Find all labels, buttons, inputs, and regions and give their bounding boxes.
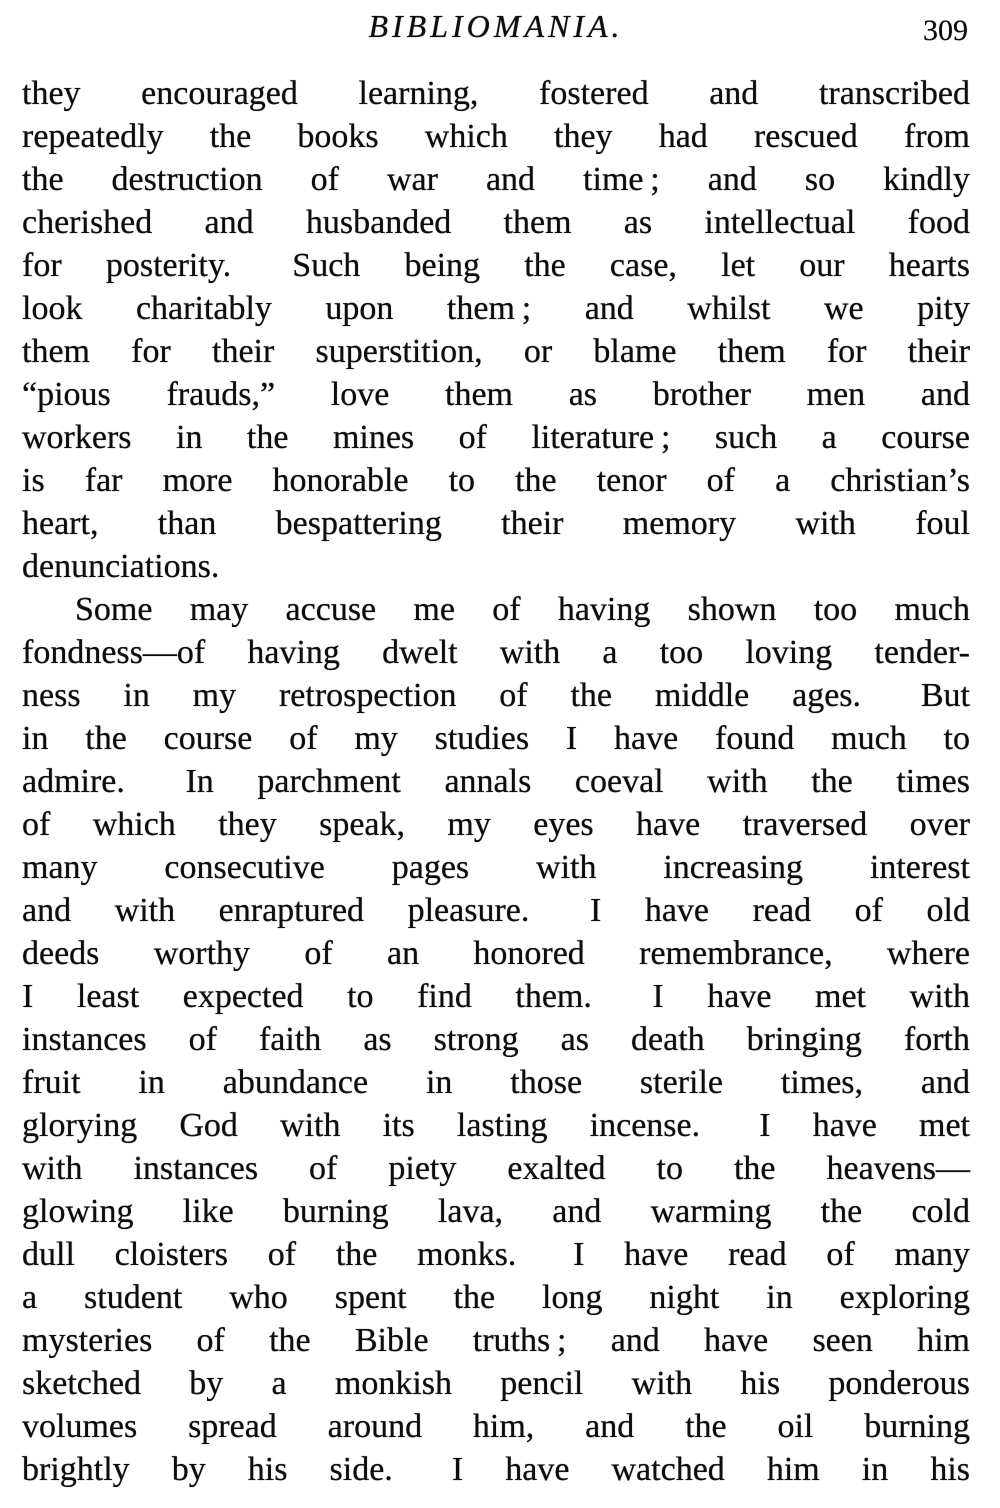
text-line: fondness—of having dwelt with a too loving tender- — [22, 634, 970, 671]
text-line: they encouraged learning, fostered and transcribed — [22, 75, 970, 112]
text-line: many consecutive pages with increasing interest — [22, 849, 970, 886]
text-line: “pious frauds,” love them as brother men and — [22, 376, 970, 413]
text-line: denunciations. — [22, 548, 220, 585]
text-line: in the course of my studies I have found much to — [22, 720, 970, 757]
text-line: workers in the mines of literature ; such a course — [22, 419, 970, 456]
text-line: a student who spent the long night in exploring — [22, 1279, 970, 1316]
text-line: repeatedly the books which they had rescued from — [22, 118, 970, 155]
text-line: heart, than bespattering their memory with foul — [22, 505, 970, 542]
running-title: BIBLIOMANIA. — [368, 8, 624, 44]
text-line: admire. In parchment annals coeval with the times — [22, 763, 970, 800]
text-line: and with enraptured pleasure. I have read of old — [22, 892, 970, 929]
text-line: sketched by a monkish pencil with his ponderous — [22, 1365, 970, 1402]
text-line: with instances of piety exalted to the heavens— — [22, 1150, 970, 1187]
page-header — [22, 8, 970, 48]
text-line: dull cloisters of the monks. I have read of many — [22, 1236, 970, 1273]
text-line: fruit in abundance in those sterile times, and — [22, 1064, 970, 1101]
page-body — [22, 72, 970, 1491]
text-line: brightly by his side. I have watched him in his — [22, 1451, 970, 1488]
text-line: for posterity. Such being the case, let our hearts — [22, 247, 970, 284]
text-line: ness in my retrospection of the middle ages. But — [22, 677, 970, 714]
text-line: deeds worthy of an honored remembrance, where — [22, 935, 970, 972]
text-line: the destruction of war and time ; and so kindly — [22, 161, 970, 198]
text-line: instances of faith as strong as death bringing forth — [22, 1021, 970, 1058]
text-line: look charitably upon them ; and whilst we pity — [22, 290, 970, 327]
paragraph — [22, 588, 970, 1491]
text-line: volumes spread around him, and the oil burning — [22, 1408, 970, 1445]
text-line: mysteries of the Bible truths ; and have seen him — [22, 1322, 970, 1359]
text-line: glorying God with its lasting incense. I have met — [22, 1107, 970, 1144]
text-line: is far more honorable to the tenor of a christian’s — [22, 462, 970, 499]
text-line: glowing like burning lava, and warming the cold — [22, 1193, 970, 1230]
text-line: them for their superstition, or blame them for their — [22, 333, 970, 370]
text-line: I least expected to find them. I have met with — [22, 978, 970, 1015]
text-line: Some may accuse me of having shown too much — [75, 591, 970, 628]
text-line: of which they speak, my eyes have traversed over — [22, 806, 970, 843]
text-line: cherished and husbanded them as intellectual food — [22, 204, 970, 241]
page-number: 309 — [923, 14, 968, 47]
paragraph — [22, 72, 970, 588]
